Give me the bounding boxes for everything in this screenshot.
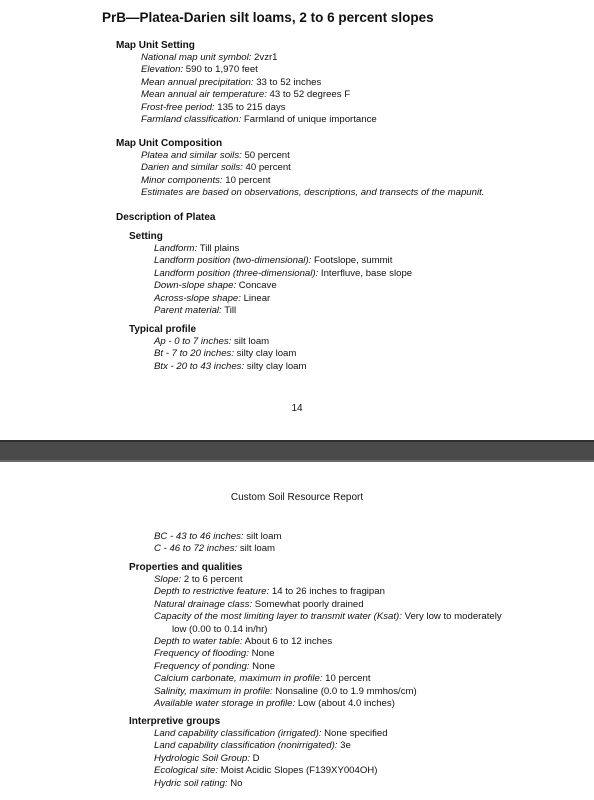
item-key: Elevation: xyxy=(141,64,184,76)
list-item xyxy=(141,102,377,114)
item-key: Depth to water table: xyxy=(154,636,243,648)
list-item xyxy=(141,114,377,126)
list-item xyxy=(154,293,412,305)
item-value: Footslope, summit xyxy=(311,255,393,267)
item-value: silt loam xyxy=(243,531,282,542)
map-unit-composition-list xyxy=(141,150,484,200)
item-key: Frequency of flooding: xyxy=(154,648,249,660)
typical-profile-continued xyxy=(154,531,281,556)
item-key: Bt - 7 to 20 inches: xyxy=(154,348,234,360)
item-key: Btx - 20 to 43 inches: xyxy=(154,360,245,372)
item-key: Landform position (three-dimensional): xyxy=(154,267,319,279)
item-value: 14 to 26 inches to fragipan xyxy=(269,586,385,598)
list-item xyxy=(154,599,502,611)
list-item xyxy=(141,77,377,89)
running-head: Custom Soil Resource Report xyxy=(230,492,364,503)
item-value: 33 to 52 inches xyxy=(253,76,322,88)
item-key: Ap - 0 to 7 inches: xyxy=(154,336,232,347)
item-value: Concave xyxy=(236,280,277,292)
item-value: Low (about 4.0 inches) xyxy=(295,698,395,710)
item-key: Land capability classification (nonirrigated): xyxy=(154,740,338,752)
item-key: Farmland classification: xyxy=(141,114,242,126)
item-key: Hydric soil rating: xyxy=(154,777,228,789)
item-key: Land capability classification (irrigated): xyxy=(154,728,322,739)
document-page-15 xyxy=(0,462,594,800)
list-item xyxy=(141,89,377,101)
list-item xyxy=(154,686,502,698)
map-unit-title: PrB—Platea-Darien silt loams, 2 to 6 percent slopes xyxy=(102,10,434,25)
item-value: Moist Acidic Slopes (F139XY004OH) xyxy=(218,765,378,777)
item-key: Down-slope shape: xyxy=(154,280,237,292)
list-item xyxy=(141,162,484,174)
list-item xyxy=(154,648,502,660)
item-key: Natural drainage class: xyxy=(154,598,253,610)
item-key: Ecological site: xyxy=(154,765,218,777)
item-key: Minor components: xyxy=(141,174,223,186)
item-value: D xyxy=(249,752,260,764)
list-item xyxy=(154,305,412,317)
item-key: Landform: xyxy=(154,243,198,254)
item-key: Estimates are based on observations, descriptions, and transects of the mapunit. xyxy=(141,187,485,199)
item-value: Till plains xyxy=(197,243,240,254)
list-item xyxy=(154,243,412,255)
item-value: Farmland of unique importance xyxy=(241,114,377,126)
list-item xyxy=(154,753,388,765)
list-item xyxy=(154,361,307,373)
setting-list xyxy=(154,243,412,317)
item-key: Frost-free period: xyxy=(141,101,215,113)
item-value: silty clay loam xyxy=(234,348,297,360)
item-key: Frequency of ponding: xyxy=(154,660,250,672)
item-value: 2vzr1 xyxy=(251,52,278,63)
item-key: National map unit symbol: xyxy=(141,52,252,63)
item-value: None specified xyxy=(321,728,388,739)
item-key: Salinity, maximum in profile: xyxy=(154,685,273,697)
list-item xyxy=(154,574,502,586)
list-item xyxy=(154,728,388,740)
item-value: 10 percent xyxy=(222,174,271,186)
typical-profile-list xyxy=(154,336,307,373)
map-unit-setting-heading: Map Unit Setting xyxy=(116,40,195,51)
list-item xyxy=(154,348,307,360)
item-value: About 6 to 12 inches xyxy=(242,636,333,648)
item-value: Nonsaline (0.0 to 1.9 mmhos/cm) xyxy=(272,685,417,697)
item-value: 2 to 6 percent xyxy=(181,574,243,585)
item-value: Interfluve, base slope xyxy=(318,267,413,279)
item-value: 10 percent xyxy=(322,673,371,685)
item-key: Capacity of the most limiting layer to transmit water (Ksat): xyxy=(154,611,402,623)
item-value: Linear xyxy=(240,292,271,304)
list-item xyxy=(154,673,502,685)
item-value: silty clay loam xyxy=(244,360,307,372)
item-value: silt loam xyxy=(231,336,270,347)
item-value: silt loam xyxy=(237,543,276,555)
item-key: Available water storage in profile: xyxy=(154,698,296,710)
item-key: Darien and similar soils: xyxy=(141,162,243,174)
item-key: Depth to restrictive feature: xyxy=(154,586,270,598)
list-item xyxy=(154,586,502,598)
item-value: 3e xyxy=(337,740,351,752)
properties-list xyxy=(154,574,502,710)
item-value: 135 to 215 days xyxy=(214,101,286,113)
list-item xyxy=(154,698,502,710)
list-item xyxy=(154,268,412,280)
list-item xyxy=(141,150,484,162)
interpretive-list xyxy=(154,728,388,790)
item-value: Very low to moderately xyxy=(401,611,502,623)
setting-subheading: Setting xyxy=(129,231,163,242)
item-key: Mean annual precipitation: xyxy=(141,76,254,88)
list-item xyxy=(141,187,484,199)
item-key: BC - 43 to 46 inches: xyxy=(154,531,244,542)
item-value: 50 percent xyxy=(241,150,290,161)
page-number: 14 xyxy=(291,403,303,414)
properties-heading: Properties and qualities xyxy=(129,562,243,573)
item-key: C - 46 to 72 inches: xyxy=(154,543,238,555)
item-key: Across-slope shape: xyxy=(154,292,241,304)
item-value: 40 percent xyxy=(242,162,291,174)
list-item xyxy=(154,778,388,790)
list-item xyxy=(154,636,502,648)
list-item xyxy=(154,611,502,623)
list-item xyxy=(154,624,502,636)
map-unit-setting-list xyxy=(141,52,377,126)
list-item xyxy=(154,740,388,752)
item-key: Slope: xyxy=(154,574,182,585)
list-item xyxy=(154,661,502,673)
item-key: Parent material: xyxy=(154,305,222,317)
item-value: Till xyxy=(221,305,237,317)
list-item xyxy=(141,64,377,76)
item-key: Hydrologic Soil Group: xyxy=(154,752,250,764)
item-key: Mean annual air temperature: xyxy=(141,89,267,101)
item-value: None xyxy=(248,648,275,660)
typical-profile-heading: Typical profile xyxy=(129,324,197,335)
list-item xyxy=(154,531,281,543)
list-item xyxy=(154,255,412,267)
item-value: Somewhat poorly drained xyxy=(252,598,364,610)
list-item xyxy=(154,543,281,555)
item-value: low (0.00 to 0.14 in/hr) xyxy=(172,623,268,635)
map-unit-composition-heading: Map Unit Composition xyxy=(116,138,223,149)
item-value: No xyxy=(227,777,243,789)
item-value: 590 to 1,970 feet xyxy=(183,64,258,76)
list-item xyxy=(154,336,307,348)
item-value: 43 to 52 degrees F xyxy=(266,89,351,101)
list-item xyxy=(154,280,412,292)
list-item xyxy=(141,175,484,187)
item-key: Landform position (two-dimensional): xyxy=(154,255,312,267)
interpretive-heading: Interpretive groups xyxy=(129,716,221,727)
page-divider xyxy=(0,440,594,462)
description-heading: Description of Platea xyxy=(116,212,216,223)
list-item xyxy=(154,765,388,777)
item-value: None xyxy=(249,660,276,672)
list-item xyxy=(141,52,377,64)
item-key: Platea and similar soils: xyxy=(141,150,242,161)
item-key: Calcium carbonate, maximum in profile: xyxy=(154,673,323,685)
